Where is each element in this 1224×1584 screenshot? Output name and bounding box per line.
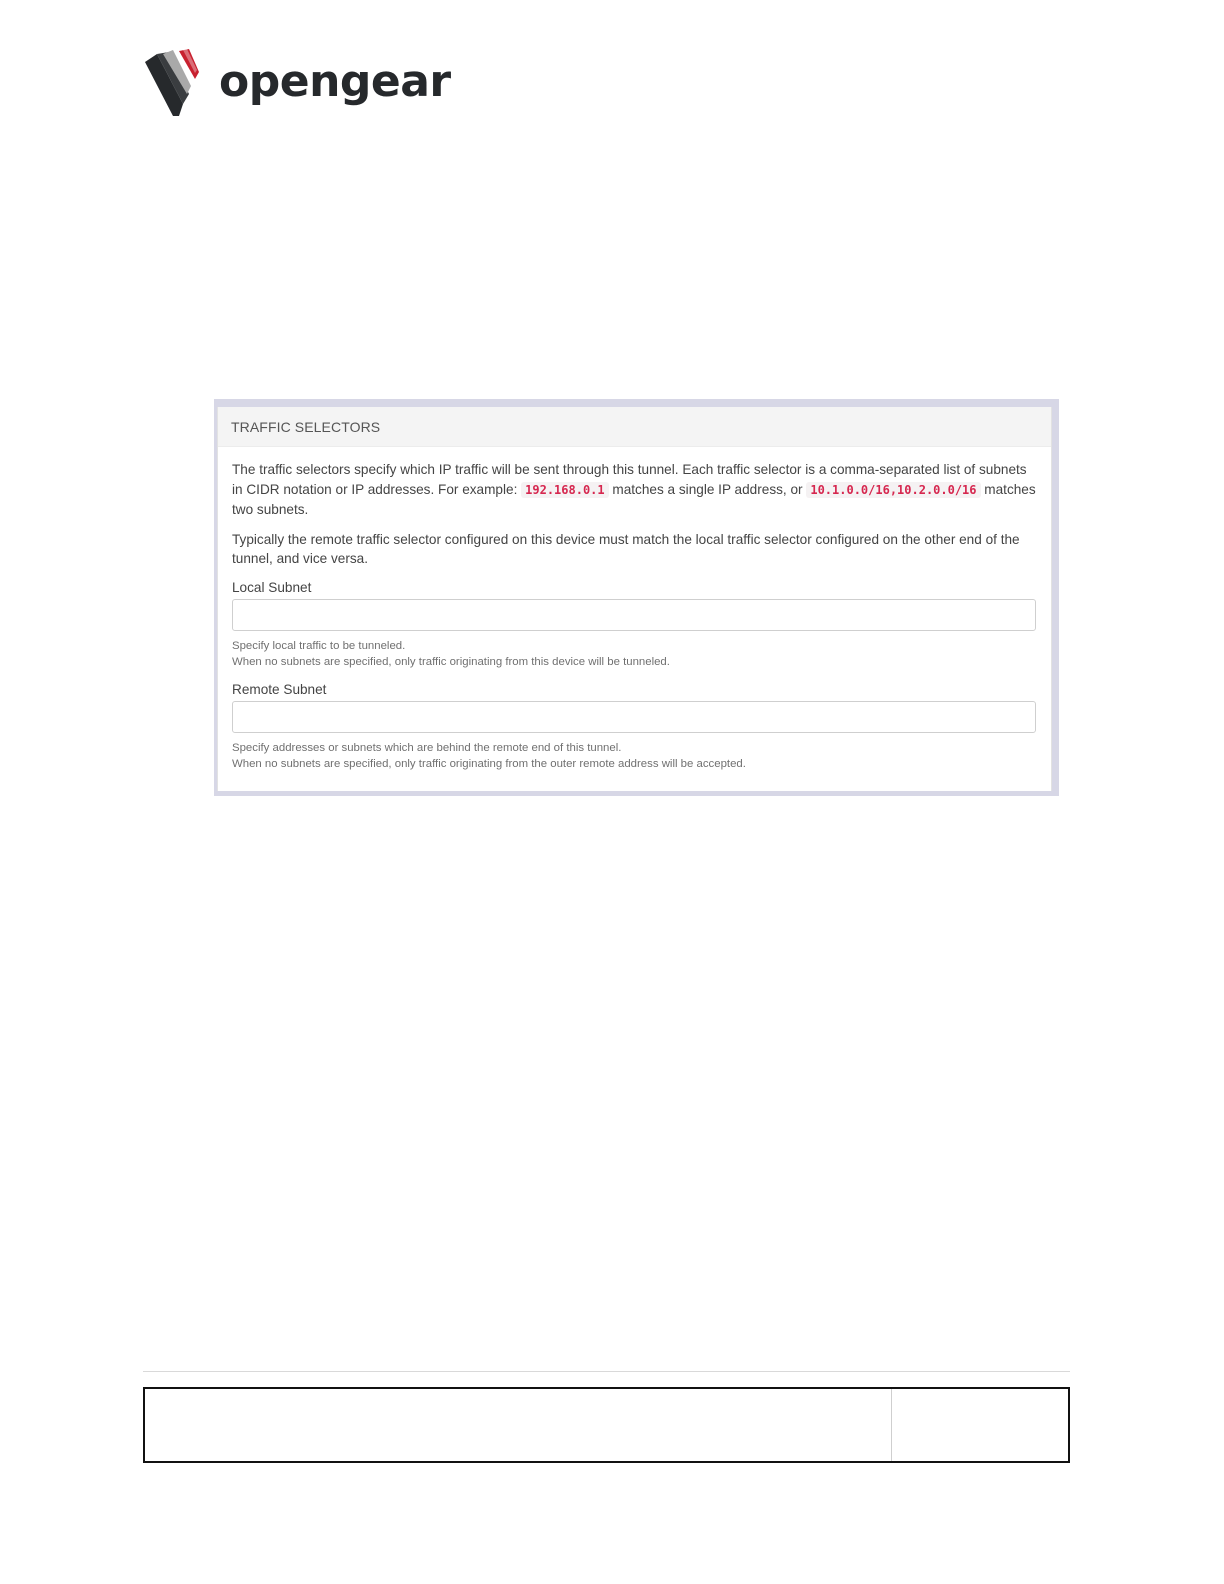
local-subnet-input[interactable] — [232, 599, 1036, 631]
footer-divider — [143, 1371, 1070, 1372]
footer-left-cell — [145, 1389, 892, 1461]
remote-subnet-help-line2: When no subnets are specified, only traffic originating from the outer remote address will be accepted. — [232, 758, 746, 770]
panel-header: TRAFFIC SELECTORS — [218, 407, 1051, 447]
local-subnet-help-line2: When no subnets are specified, only traffic originating from this device will be tunneled. — [232, 656, 670, 668]
local-subnet-help-line1: Specify local traffic to be tunneled. — [232, 639, 406, 652]
local-subnet-label: Local Subnet — [232, 579, 312, 595]
panel-body — [218, 447, 1051, 773]
intro-text-1: The traffic selectors specify which IP traffic will be sent through this tunnel. Each traffic selector is a comma-separated list of subnets in CIDR notation or IP addresses. For example: — [232, 462, 1027, 497]
footer-box — [143, 1387, 1070, 1463]
logo-wordmark: opengear — [219, 56, 451, 107]
local-subnet-help — [232, 638, 1036, 671]
intro-paragraph — [232, 460, 1036, 520]
code-example-single-ip: 192.168.0.1 — [521, 482, 608, 498]
traffic-selectors-screenshot — [214, 399, 1059, 796]
remote-subnet-help — [232, 740, 1036, 773]
note-paragraph: Typically the remote traffic selector configured on this device must match the local traffic selector configured on the other end of the tunnel, and vice versa. — [232, 531, 1020, 566]
opengear-mark-icon — [143, 46, 219, 122]
opengear-logo — [143, 46, 451, 122]
footer-right-cell — [892, 1389, 1068, 1461]
remote-subnet-label: Remote Subnet — [232, 681, 327, 697]
remote-subnet-help-line1: Specify addresses or subnets which are behind the remote end of this tunnel. — [232, 741, 622, 754]
code-example-subnets: 10.1.0.0/16,10.2.0.0/16 — [806, 482, 980, 498]
remote-subnet-input[interactable] — [232, 701, 1036, 733]
traffic-selectors-panel — [217, 407, 1052, 791]
intro-text-2: matches a single IP address, or — [608, 481, 807, 497]
intro-text-3: matches two subnets. — [232, 481, 1036, 517]
